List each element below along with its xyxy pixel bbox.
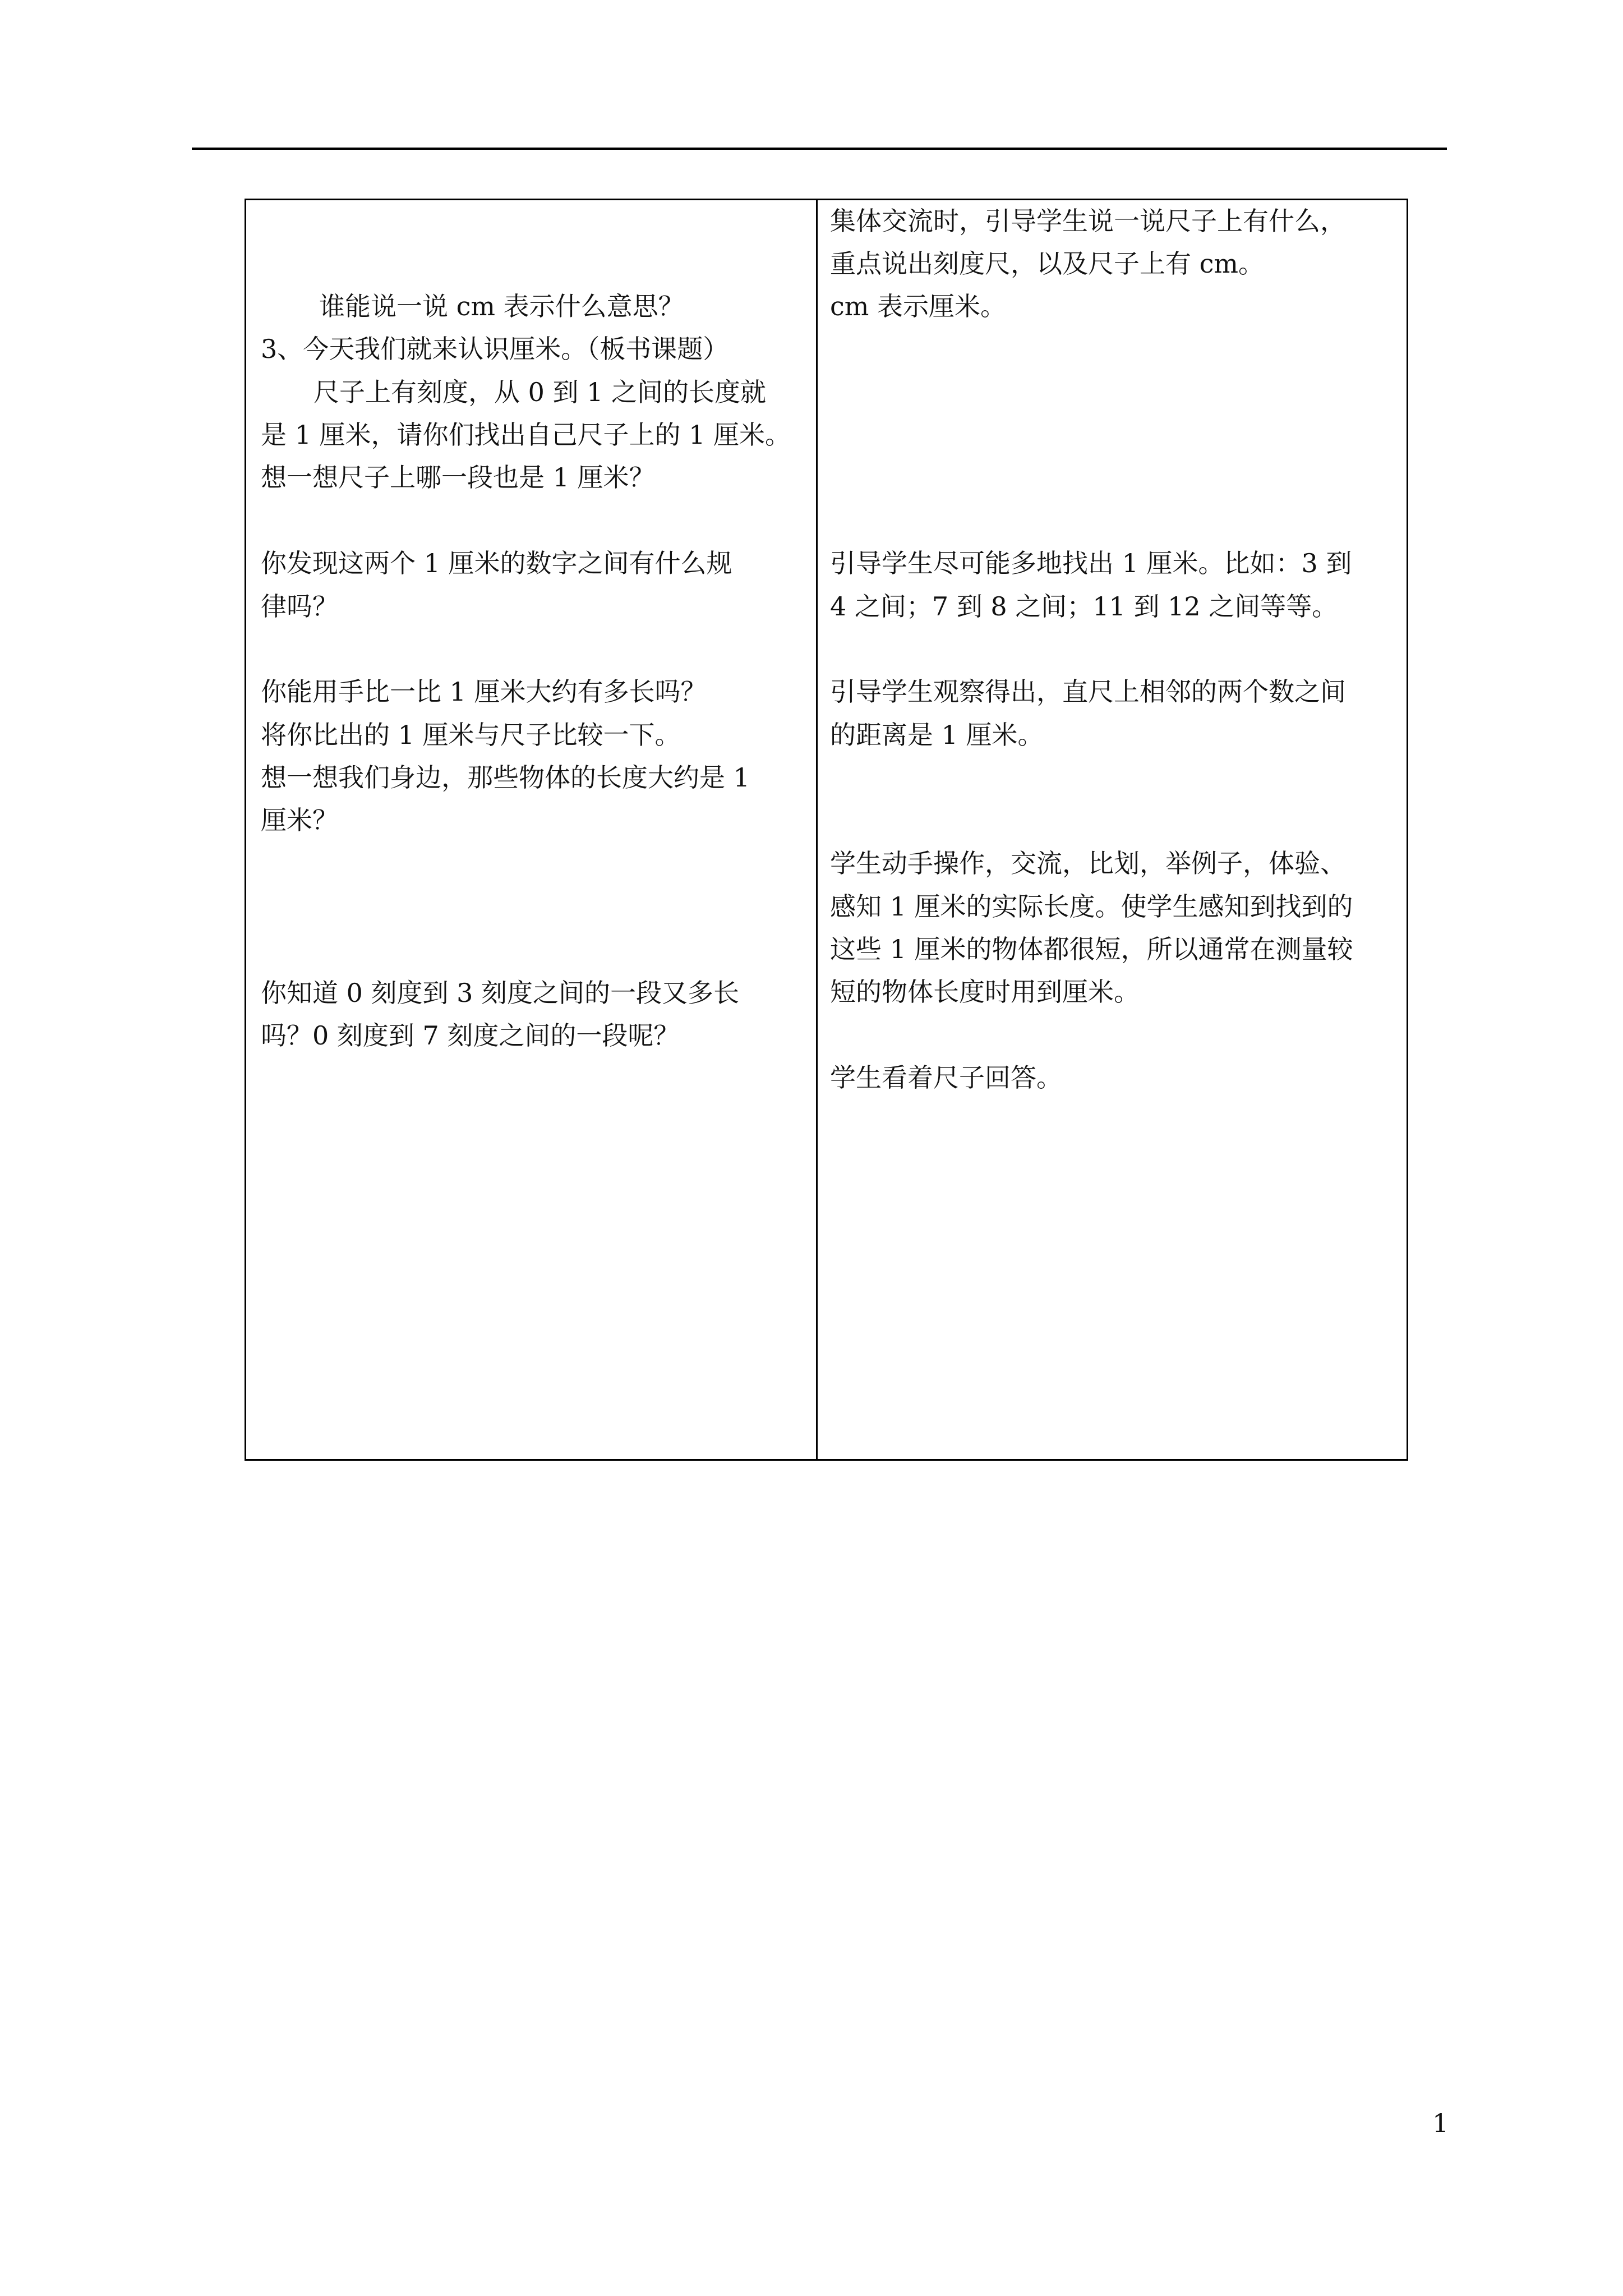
teacher-line: 厘米？ bbox=[261, 805, 338, 835]
teacher-line: 谁能说一说 cm 表示什么意思？ bbox=[319, 291, 684, 321]
student-line: 感知 1 厘米的实际长度。使学生感知到找到的 bbox=[830, 891, 1353, 922]
page-number: 1 bbox=[1432, 2108, 1449, 2138]
teacher-line: 尺子上有刻度，从 0 到 1 之间的长度就 bbox=[313, 377, 767, 407]
teacher-line: 3、今天我们就来认识厘米。（板书课题） bbox=[261, 334, 729, 364]
student-line: 引导学生尽可能多地找出 1 厘米。比如：3 到 bbox=[830, 548, 1352, 578]
teacher-line: 你知道 0 刻度到 3 刻度之间的一段又多长 bbox=[261, 978, 740, 1008]
teacher-line: 是 1 厘米，请你们找出自己尺子上的 1 厘米。 bbox=[261, 420, 791, 450]
student-line: 引导学生观察得出，直尺上相邻的两个数之间 bbox=[830, 677, 1346, 707]
column-divider bbox=[816, 200, 818, 1459]
teacher-line: 将你比出的 1 厘米与尺子比较一下。 bbox=[261, 720, 681, 750]
lesson-plan-table bbox=[245, 199, 1408, 1461]
student-line: 短的物体长度时用到厘米。 bbox=[830, 977, 1140, 1007]
teacher-line: 你发现这两个 1 厘米的数字之间有什么规 bbox=[261, 548, 732, 578]
teacher-line: 律吗？ bbox=[261, 591, 338, 622]
teacher-line: 吗？0 刻度到 7 刻度之间的一段呢？ bbox=[261, 1020, 680, 1051]
header-rule bbox=[192, 148, 1447, 150]
student-line: cm 表示厘米。 bbox=[830, 291, 1007, 321]
student-line: 4 之间；7 到 8 之间；11 到 12 之间等等。 bbox=[830, 591, 1338, 622]
student-line: 集体交流时，引导学生说一说尺子上有什么， bbox=[830, 206, 1346, 236]
student-line: 学生动手操作，交流，比划，举例子，体验、 bbox=[830, 848, 1346, 878]
student-line: 重点说出刻度尺，以及尺子上有 cm。 bbox=[830, 249, 1265, 279]
teacher-line: 你能用手比一比 1 厘米大约有多长吗？ bbox=[261, 677, 707, 707]
student-line: 学生看着尺子回答。 bbox=[830, 1062, 1062, 1093]
student-line: 的距离是 1 厘米。 bbox=[830, 720, 1044, 750]
student-line: 这些 1 厘米的物体都很短，所以通常在测量较 bbox=[830, 934, 1353, 964]
teacher-line: 想一想我们身边，那些物体的长度大约是 1 bbox=[261, 762, 750, 793]
teacher-line: 想一想尺子上哪一段也是 1 厘米？ bbox=[261, 462, 655, 493]
